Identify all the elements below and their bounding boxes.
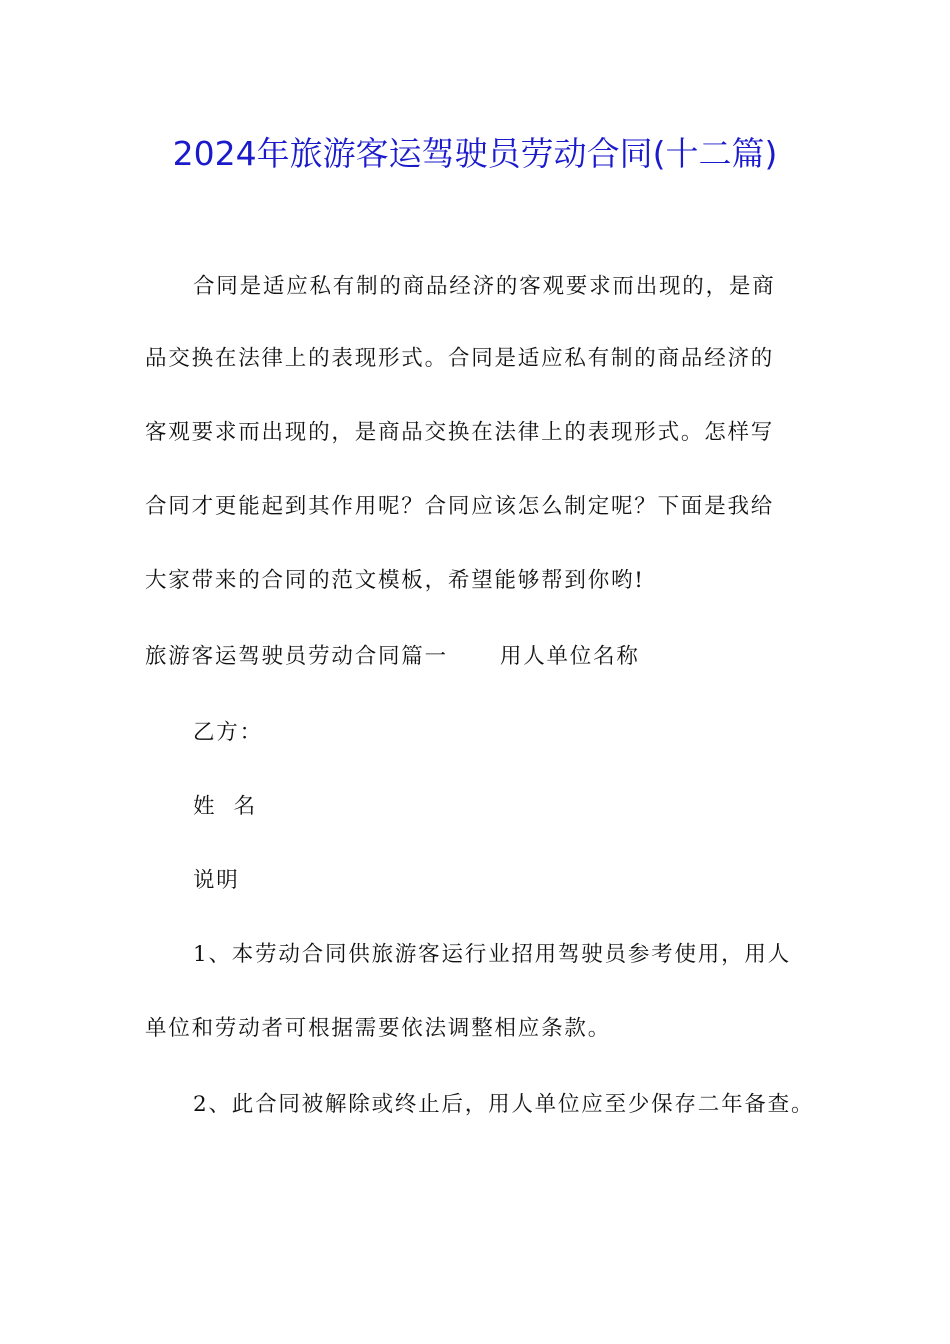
name-label: 姓 名 — [193, 794, 257, 819]
intro-line-2: 品交换在法律上的表现形式。合同是适应私有制的商品经济的 — [145, 346, 775, 371]
intro-line-4: 合同才更能起到其作用呢？合同应该怎么制定呢？下面是我给 — [145, 494, 775, 519]
section-heading: 旅游客运驾驶员劳动合同篇一 — [145, 644, 448, 669]
note-2: 2、此合同被解除或终止后，用人单位应至少保存二年备查。 — [193, 1092, 815, 1117]
employer-label: 用人单位名称 — [499, 644, 640, 669]
document-title: 2024年旅游客运驾驶员劳动合同(十二篇) — [172, 134, 778, 173]
note-1-line-1: 1、本劳动合同供旅游客运行业招用驾驶员参考使用，用人 — [193, 942, 791, 967]
notes-heading: 说明 — [193, 868, 240, 893]
intro-line-5: 大家带来的合同的范文模板，希望能够帮到你哟! — [145, 568, 645, 593]
section-heading-line — [145, 642, 825, 672]
party-b-label: 乙方： — [193, 720, 263, 745]
intro-line-3: 客观要求而出现的，是商品交换在法律上的表现形式。怎样写 — [145, 420, 775, 445]
intro-line-1: 合同是适应私有制的商品经济的客观要求而出现的，是商 — [193, 274, 776, 299]
note-1-line-2: 单位和劳动者可根据需要依法调整相应条款。 — [145, 1016, 612, 1041]
